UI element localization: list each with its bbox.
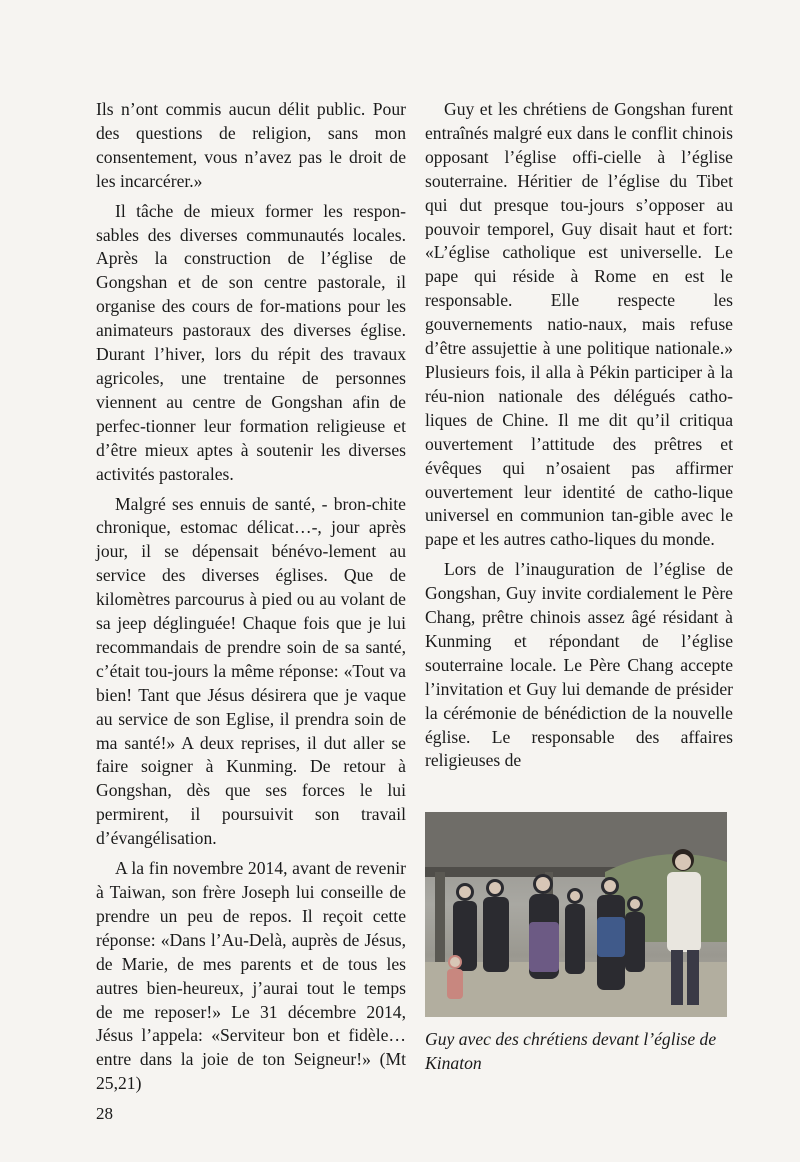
page-number: 28 bbox=[96, 1104, 113, 1123]
church-group-photo bbox=[425, 812, 727, 1017]
paragraph: Lors de l’inauguration de l’église de Gongshan, Guy invite cordialement le Père Chang, prêtre chinois assez âgé résidant à Kunming et répondant de l’église souterraine locale. Le Père Chang accepte l’invitation et Guy lui demande de présider la cérémonie de bénédiction de la nouvelle église. Le responsable des affaires religieuses de bbox=[425, 559, 733, 771]
paragraph: Il tâche de mieux former les respon-sables des diverses communautés locales. Après la construction de l’église de Gongshan et de son centre pastorale, il organise des cours de for-mations pour les animateurs pastoraux des diverses église. Durant l’hiver, lors du répit des travaux agricoles, une trentaine de personnes viennent au centre de Gongshan afin de perfec-tionner leur formation religieuse et d’être mieux aptes à soutenir les diverses activités pastorales. bbox=[96, 200, 406, 484]
right-column bbox=[425, 98, 733, 773]
paragraph: A la fin novembre 2014, avant de revenir à Taiwan, son frère Joseph lui conseille de prendre un peu de repos. Il reçoit cette réponse: «Dans l’Au-Delà, auprès de Jésus, de Marie, de mes parents et de tous les autres bien-heureux, j’aurai tout le temps de me reposer!» Le 31 décembre 2014, Jésus l’appela: «Serviteur bon et fidèle… entre dans la joie de ton Seigneur!» (Mt 25,21) bbox=[96, 858, 406, 1094]
left-column bbox=[96, 98, 406, 1096]
paragraph: Ils n’ont commis aucun délit public. Pour des questions de religion, sans mon consentement, vous n’avez pas le droit de les incarcérer.» bbox=[96, 99, 406, 191]
photo-caption: Guy avec des chrétiens devant l’église de Kinaton bbox=[425, 1029, 717, 1073]
paragraph: Guy et les chrétiens de Gongshan furent entraînés malgré eux dans le conflit chinois opposant l’église offi-cielle à l’église souterraine. Héritier de l’église du Tibet qui dut presque tou-jours s’opposer au pouvoir temporel, Guy disait haut et fort: «L’église catholique est universelle. Le pape qui réside à Rome en est le responsable. Elle respecte les gouvernements natio-naux, mais refuse d’être assujettie à une politique nationale.» Plusieurs fois, il alla à Pékin participer à la réu-nion nationale des délégués catho-liques de Chine. Il me dit qu’il critiqua ouvertement l’attitude des prêtres et évêques qui n’osaient pas affirmer ouvertement leur identité de catho-lique universel en communion tan-gible avec le pape et les autres catho-liques du monde. bbox=[425, 99, 733, 550]
paragraph: Malgré ses ennuis de santé, - bron-chite chronique, estomac délicat…-, jour après jour, il se dépensait bénévo-lement au service des diverses églises. Que de kilomètres parcourus à pied ou au volant de sa jeep déglinguée! Chaque fois que je lui recommandais de prendre soin de sa santé, c’était tou-jours la même réponse: «Tout va bien! Tant que Jésus désirera que je vaque au service de son Eglise, il prendra soin de ma santé!» A deux reprises, il dut aller se faire soigner à Kunming. De retour à Gongshan, dès que ses forces le lui permirent, il poursuivit son travail d’évangélisation. bbox=[96, 493, 406, 849]
